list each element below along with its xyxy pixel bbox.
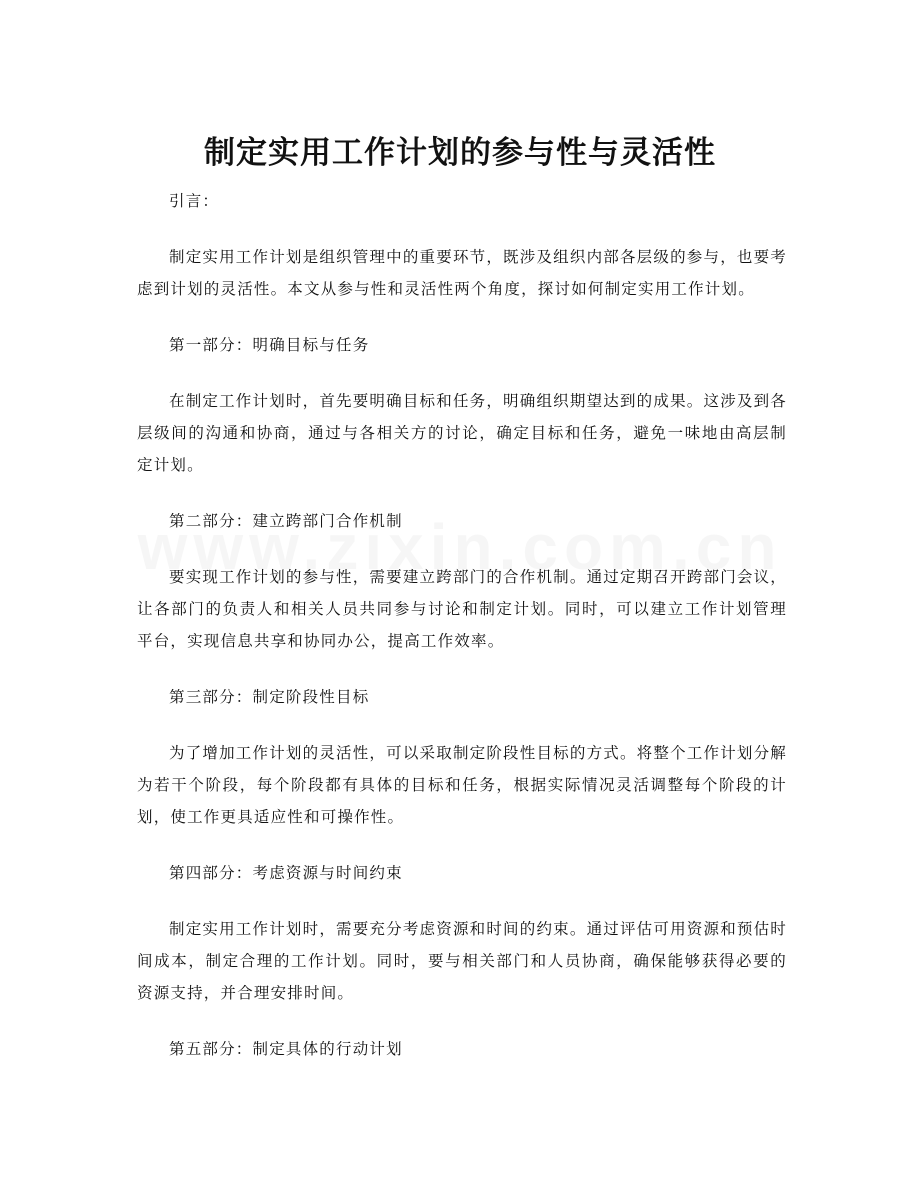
section-paragraph-2: 要实现工作计划的参与性，需要建立跨部门的合作机制。通过定期召开跨部门会议，让各部门的负责人和相关人员共同参与讨论和制定计划。同时，可以建立工作计划管理平台，实现信息共享和协同办公，提高工作效率。 — [137, 568, 787, 650]
section-paragraph-1: 在制定工作计划时，首先要明确目标和任务，明确组织期望达到的成果。这涉及到各层级间的沟通和协商，通过与各相关方的讨论，确定目标和任务，避免一味地由高层制定计划。 — [137, 392, 787, 474]
intro-paragraph: 制定实用工作计划是组织管理中的重要环节，既涉及组织内部各层级的参与，也要考虑到计划的灵活性。本文从参与性和灵活性两个角度，探讨如何制定实用工作计划。 — [137, 248, 787, 298]
section-heading-5: 第五部分：制定具体的行动计划 — [169, 1040, 403, 1058]
section-paragraph-4: 制定实用工作计划时，需要充分考虑资源和时间的约束。通过评估可用资源和预估时间成本，制定合理的工作计划。同时，要与相关部门和人员协商，确保能够获得必要的资源支持，并合理安排时间。 — [137, 920, 787, 1002]
section-heading-4: 第四部分：考虑资源与时间约束 — [169, 864, 403, 882]
document-body — [137, 185, 787, 1065]
document-title: 制定实用工作计划的参与性与灵活性 — [204, 134, 716, 171]
section-heading-2: 第二部分：建立跨部门合作机制 — [169, 512, 403, 530]
intro-label: 引言： — [169, 192, 220, 210]
section-heading-1: 第一部分：明确目标与任务 — [169, 336, 370, 354]
section-paragraph-3: 为了增加工作计划的灵活性，可以采取制定阶段性目标的方式。将整个工作计划分解为若干个阶段，每个阶段都有具体的目标和任务，根据实际情况灵活调整每个阶段的计划，使工作更具适应性和可操作性。 — [137, 744, 787, 826]
section-heading-3: 第三部分：制定阶段性目标 — [169, 688, 370, 706]
